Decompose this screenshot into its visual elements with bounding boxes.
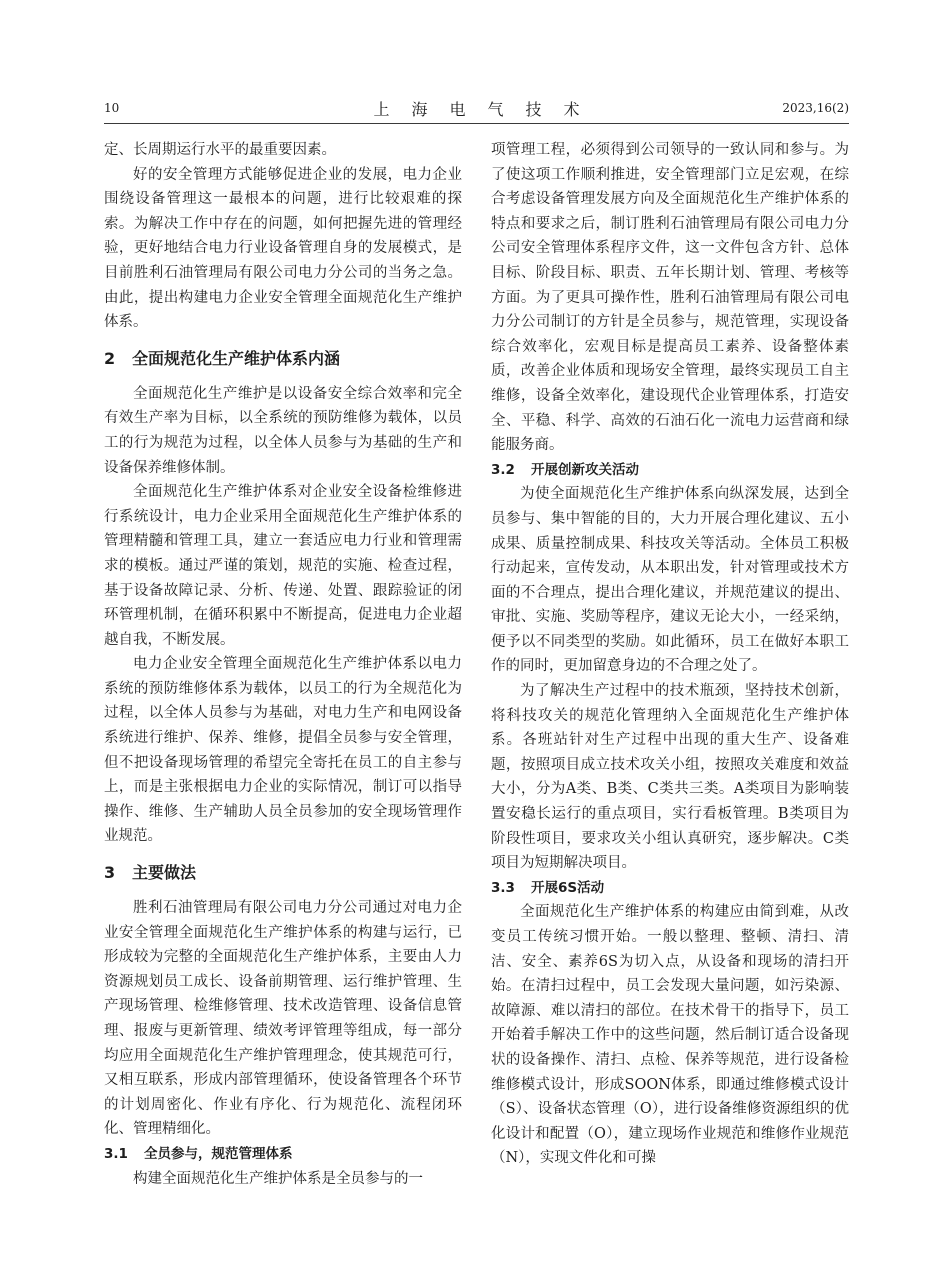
subsection-title: 全员参与，规范管理体系 [144,1145,293,1162]
paragraph: 为使全面规范化生产维护体系向纵深发展，达到全员参与、集中智能的目的，大力开展合理化建议、五小成果、质量控制成果、科技攻关等活动。全体员工积极行动起来，宣传发动，从本职出发，针对管理或技术方面的不合理点，提出合理化建议，并规范建议的提出、审批、实施、奖励等程序，建议无论大小，一经采纳，便予以不同类型的奖励。如此循环，员工在做好本职工作的同时，更加留意身边的不合理之处了。 [491,486,849,675]
subsection-title: 开展6S活动 [531,879,605,896]
subsection-heading-3-2 [491,458,849,483]
page-number: 10 [104,101,120,115]
paragraph: 全面规范化生产维护体系对企业安全设备检维修进行系统设计，电力企业采用全面规范化生产维护体系的管理精髓和管理工具，建立一套适应电力行业和管理需求的模板。通过严谨的策划，规范的实施、检查过程，基于设备故障记录、分析、传递、处置、跟踪验证的闭环管理机制，在循环积累中不断提高，促进电力企业超越自我，不断发展。 [104,484,462,648]
paragraph: 胜利石油管理局有限公司电力分公司通过对电力企业安全管理全面规范化生产维护体系的构建与运行，已形成较为完整的全面规范化生产维护体系，主要由人力资源规划员工成长、设备前期管理、运行维护管理、生产现场管理、检维修管理、技术改造管理、设备信息管理、报废与更新管理、绩效考评管理等组成，每一部分均应用全面规范化生产维护管理理念，使其规范可行，又相互联系，形成内部管理循环，使设备管理各个环节的计划周密化、作业有序化、行为规范化、流程闭环化、管理精细化。 [104,900,462,1138]
subsection-heading-3-1 [104,1142,462,1167]
paragraph: 全面规范化生产维护体系的构建应由简到难，从改变员工传统习惯开始。一般以整理、整顿、清扫、清洁、安全、素养6S为切入点，从设备和现场的清扫开始。在清扫过程中，员工会发现大量问题，如污染源、故障源、难以清扫的部位。在技术骨干的指导下，员工开始着手解决工作中的这些问题，然后制订适合设备现状的设备操作、清扫、点检、保养等规范，进行设备检维修模式设计，形成SOON体系，即通过维修模式设计（S）、设备状态管理（O），进行设备维修资源组织的优化设计和配置（O），建立现场作业规范和维修作业规范（N），实现文件化和可操 [491,904,849,1167]
subsection-number: 3.1 [104,1145,128,1162]
paragraph: 构建全面规范化生产维护体系是全员参与的一 [133,1170,423,1187]
journal-title: 上海电气技术 [373,100,602,119]
section-heading-2 [104,347,462,371]
paragraph: 好的安全管理方式能够促进企业的发展，电力企业围绕设备管理这一最根本的问题，进行比较艰难的探索。为解决工作中存在的问题，如何把握先进的管理经验，更好地结合电力行业设备管理自身的发展模式，是目前胜利石油管理局有限公司电力分公司的当务之急。由此，提出构建电力企业安全管理全面规范化生产维护体系。 [104,166,462,331]
page-header [104,97,849,124]
section-title: 全面规范化生产维护体系内涵 [132,348,341,368]
issue-info: 2023,16(2) [782,101,849,115]
paragraph: 项管理工程，必须得到公司领导的一致认同和参与。为了使这项工作顺利推进，安全管理部门立足宏观，在综合考虑设备管理发展方向及全面规范化生产维护体系的特点和要求之后，制订胜利石油管理局有限公司电力分公司安全管理体系程序文件，这一文件包含方针、总体目标、阶段目标、职责、五年长期计划、管理、考核等方面。为了更具可操作性，胜利石油管理局有限公司电力分公司制订的方针是全员参与，规范管理，实现设备综合效率化，宏观目标是提高员工素养、设备整体素质，改善企业体质和现场安全管理，最终实现员工自主维修，设备全效率化，建设现代企业管理体系，打造安全、平稳、科学、高效的石油石化一流电力运营商和绿能服务商。 [491,142,849,454]
subsection-title: 开展创新攻关活动 [531,461,639,478]
section-title: 主要做法 [132,863,197,883]
paragraph: 为了解决生产过程中的技术瓶颈，坚持技术创新，将科技攻关的规范化管理纳入全面规范化生产维护体系。各班站针对生产过程中出现的重大生产、设备难题，按照项目成立技术攻关小组，按照攻关难度和效益大小，分为A类、B类、C类共三类。A类项目为影响装置安稳长运行的重点项目，实行看板管理。B类项目为阶段性项目，要求攻关小组认真研究，逐步解决。C类项目为短期解决项目。 [491,683,849,872]
section-number: 2 [104,348,116,368]
subsection-heading-3-3 [491,876,849,901]
subsection-number: 3.2 [491,461,515,478]
section-number: 3 [104,863,116,883]
paragraph: 全面规范化生产维护是以设备安全综合效率和完全有效生产率为目标，以全系统的预防维修为载体，以员工的行为规范为过程，以全体人员参与为基础的生产和设备保养维修体制。 [104,385,462,476]
paragraph: 电力企业安全管理全面规范化生产维护体系以电力系统的预防维修体系为载体，以员工的行为全规范化为过程，以全体人员参与为基础，对电力生产和电网设备系统进行维护、保养、维修，提倡全员参与安全管理，但不把设备现场管理的希望完全寄托在员工的自主参与上，而是主张根据电力企业的实际情况，制订可以指导操作、维修、生产辅助人员全员参加的安全现场管理作业规范。 [104,656,462,845]
paragraph: 定、长周期运行水平的最重要因素。 [104,142,336,158]
section-heading-3 [104,861,462,885]
right-column [491,138,849,1171]
left-column [104,138,462,1191]
subsection-number: 3.3 [491,879,515,896]
